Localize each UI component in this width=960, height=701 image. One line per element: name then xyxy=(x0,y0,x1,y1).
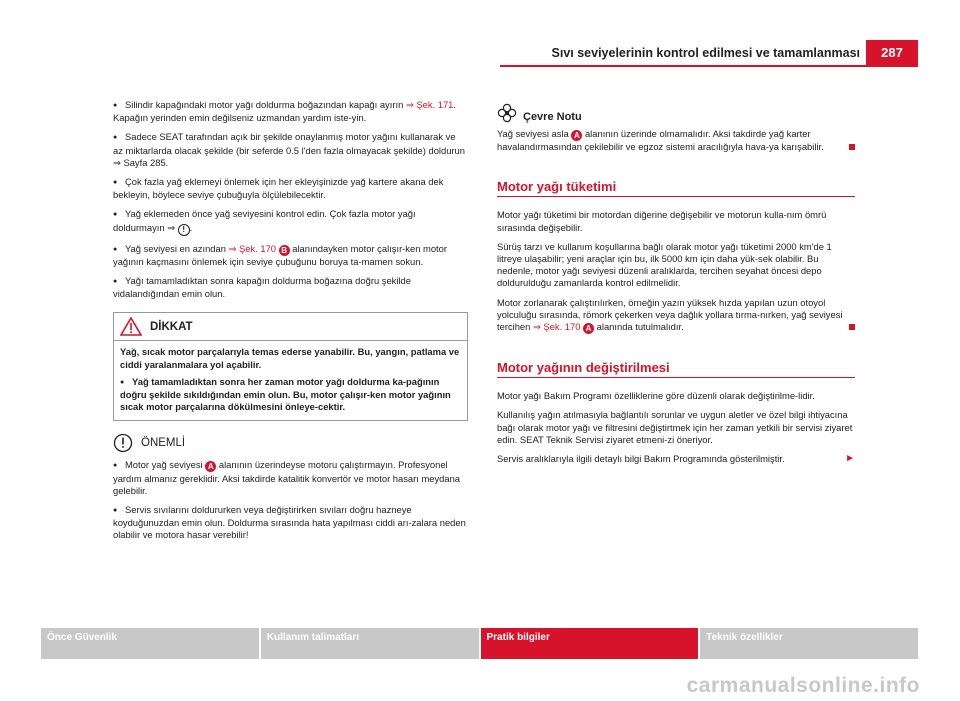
oil-change-p3: Servis aralıklarıyla ilgili detaylı bilgi Bakım Programında gösterilmiştir. ► xyxy=(497,453,855,465)
left-column xyxy=(113,99,468,549)
bullet-wait-oil: ● Çok fazla yağ eklemeyi önlemek için her ekleyişinizde yağ kartere akana dek bekleyin, böylece seviye çubuğuyla ölçülebilecektir. xyxy=(113,176,468,201)
oil-consumption-p1: Motor yağı tüketimi bir motordan diğerine değişebilir ve motorun kulla-nım ömrü sırasında değişebilir. xyxy=(497,209,827,233)
bullet-check-level: ● Yağ eklemeden önce yağ seviyesini kontrol edin. Çok fazla motor yağı doldurmayın ⇒ ! . xyxy=(113,208,468,235)
oil-consumption-p3: Motor zorlanarak çalıştırılırken, örneğin yazın yüksek hızda yapılan uzun otoyol yolculuğu sırasında, römork çekerken veya dağlık yollara tırma-nırken, yağ seviyesi tercihen ⇒ Şek. 170 A alanında tutulmalıdır. xyxy=(497,297,855,334)
page-number-badge: 287 xyxy=(866,40,918,66)
exclamation-circle-icon xyxy=(113,433,133,453)
right-column xyxy=(497,103,855,472)
footer-tab-safety[interactable]: Önce Güvenlik xyxy=(41,628,259,659)
warning-triangle-icon xyxy=(120,317,142,336)
oil-consumption-p2: Sürüş tarzı ve kullanım koşullarına bağlı olarak motor yağı tüketimi 2000 km'de 1 litreye ulaşabilir; yeni araçlar için bu, ilk 5000 km için daha yük-sek olabilir. Bu nedenle, motor yağı seviyesi düzenli aralıklarda, tercihen seyahat öncesi depo doldurulduğu zamanlarda kontrol edilmelidir. xyxy=(497,240,832,289)
continue-arrow-icon[interactable]: ► xyxy=(845,453,855,465)
bullet-insert-dipstick: ● Yağ seviyesi en azından ⇒ Şek. 170 B alanındayken motor çalışır-ken motor yağının kaçmasını önlemek için seviye çubuğunu boruya ta-mamen sokun. xyxy=(113,243,468,268)
note-bullet-level: ● Motor yağ seviyesi A alanının üzerindeyse motoru çalıştırmayın. Profesyonel yardım almanız gereklidir. Aksi takdirde katalitik konvertör ve motor hasarı meydana gelebilir. xyxy=(113,459,468,497)
oil-change-p1: Motor yağı Bakım Programı özelliklerine göre düzenli olarak değiştirilme-lidir. xyxy=(497,390,815,402)
warning-text: Yağ, sıcak motor parçalarıyla temas ederse yanabilir. Bu, yangın, patlama ve ciddi yaralanmalara yol açabilir. xyxy=(120,346,460,370)
warning-box xyxy=(113,312,468,421)
marker-a-icon: A xyxy=(583,323,594,334)
footer-tab-technical[interactable]: Teknik özellikler xyxy=(700,628,918,659)
figure-ref-link[interactable]: ⇒ Şek. 170 xyxy=(532,321,581,333)
warning-body xyxy=(114,341,467,420)
marker-a-icon: A xyxy=(205,461,216,472)
section-heading-oil-consumption: Motor yağı tüketimi xyxy=(497,181,855,197)
bullet-approved-oil: ● Sadece SEAT tarafından açık bir şekilde onaylanmış motor yağını kullanarak ve az miktarlarda olacak şekilde (bir seferde 0.5 l'den fazla olmayacak şekilde) doldurun ⇒ Sayfa 285. xyxy=(113,131,468,169)
footer-tab-operation[interactable]: Kullanım talimatları xyxy=(261,628,479,659)
section-heading-oil-change: Motor yağının değiştirilmesi xyxy=(497,362,855,378)
header-rule xyxy=(500,65,918,67)
bullet-remove-cap: ● Silindir kapağındaki motor yağı doldurma boğazından kapağı ayırın ⇒ Şek. 171. Kapağın yerinden emin değilseniz uzmandan yardım iste-yin. xyxy=(113,99,468,124)
figure-ref-link[interactable]: ⇒ Şek. 170 xyxy=(228,242,277,254)
marker-a-icon: A xyxy=(571,130,582,141)
warning-bullet: ● Yağ tamamladıktan sonra her zaman motor yağı doldurma ka-pağının doğru şekilde sıkıldığından emin olun. Bu, motor çalışır-ken motor yağının sıcak motor parçalarına dökülmesini önleye-cektir. xyxy=(120,376,461,414)
note-title: ÖNEMLİ xyxy=(141,437,186,450)
note-header xyxy=(113,433,468,453)
marker-b-icon: B xyxy=(279,245,290,256)
oil-change-p2: Kullanılış yağın atılmasıyla bağlantılı sorunlar ve uygun aletler ve özel bilgi ihtiyacına bağı olarak motor yağı ve filtresini değiştirtmek için her zaman yetkili bir servisi ziyaret edin. SEAT Teknik Servisi ziyaret etmeni-zi öneriyor. xyxy=(497,409,853,445)
watermark: carmanualsonline.info xyxy=(686,674,920,697)
bullet-screw-cap: ● Yağı tamamladıktan sonra kapağın doldurma boğazına doğru şekilde vidalandığından emin olun. xyxy=(113,275,468,300)
environment-note-title: Çevre Notu xyxy=(523,110,582,123)
note-bullet-fluids: ● Servis sıvılarını doldururken veya değiştirirken sıvıları doğru hazneye koyduğunuzdan emin olun. Doldurma sırasında hata yapılması ciddi arı-zalara neden olabilir ve motora hasar verebilir! xyxy=(113,504,468,542)
figure-ref-link[interactable]: ⇒ Şek. 171 xyxy=(405,99,454,110)
flower-icon xyxy=(497,103,517,123)
warning-title: DİKKAT xyxy=(150,320,193,333)
footer-nav xyxy=(41,628,918,659)
important-ref-icon[interactable]: ! xyxy=(178,224,190,236)
section-end-icon xyxy=(849,324,855,330)
section-end-icon xyxy=(849,144,855,150)
environment-note-text: Yağ seviyesi asla A alanının üzerinde olmamalıdır. Aksi takdirde yağ karter havalandırmasından çekilebilir ve egzoz sistemi aracılığıyla hava-ya karışabilir. xyxy=(497,128,855,153)
warning-header xyxy=(114,313,467,341)
page-header-title: Sıvı seviyelerinin kontrol edilmesi ve tamamlanması xyxy=(551,46,860,60)
footer-tab-practical[interactable]: Pratik bilgiler xyxy=(481,628,699,659)
environment-note-header xyxy=(497,103,855,123)
